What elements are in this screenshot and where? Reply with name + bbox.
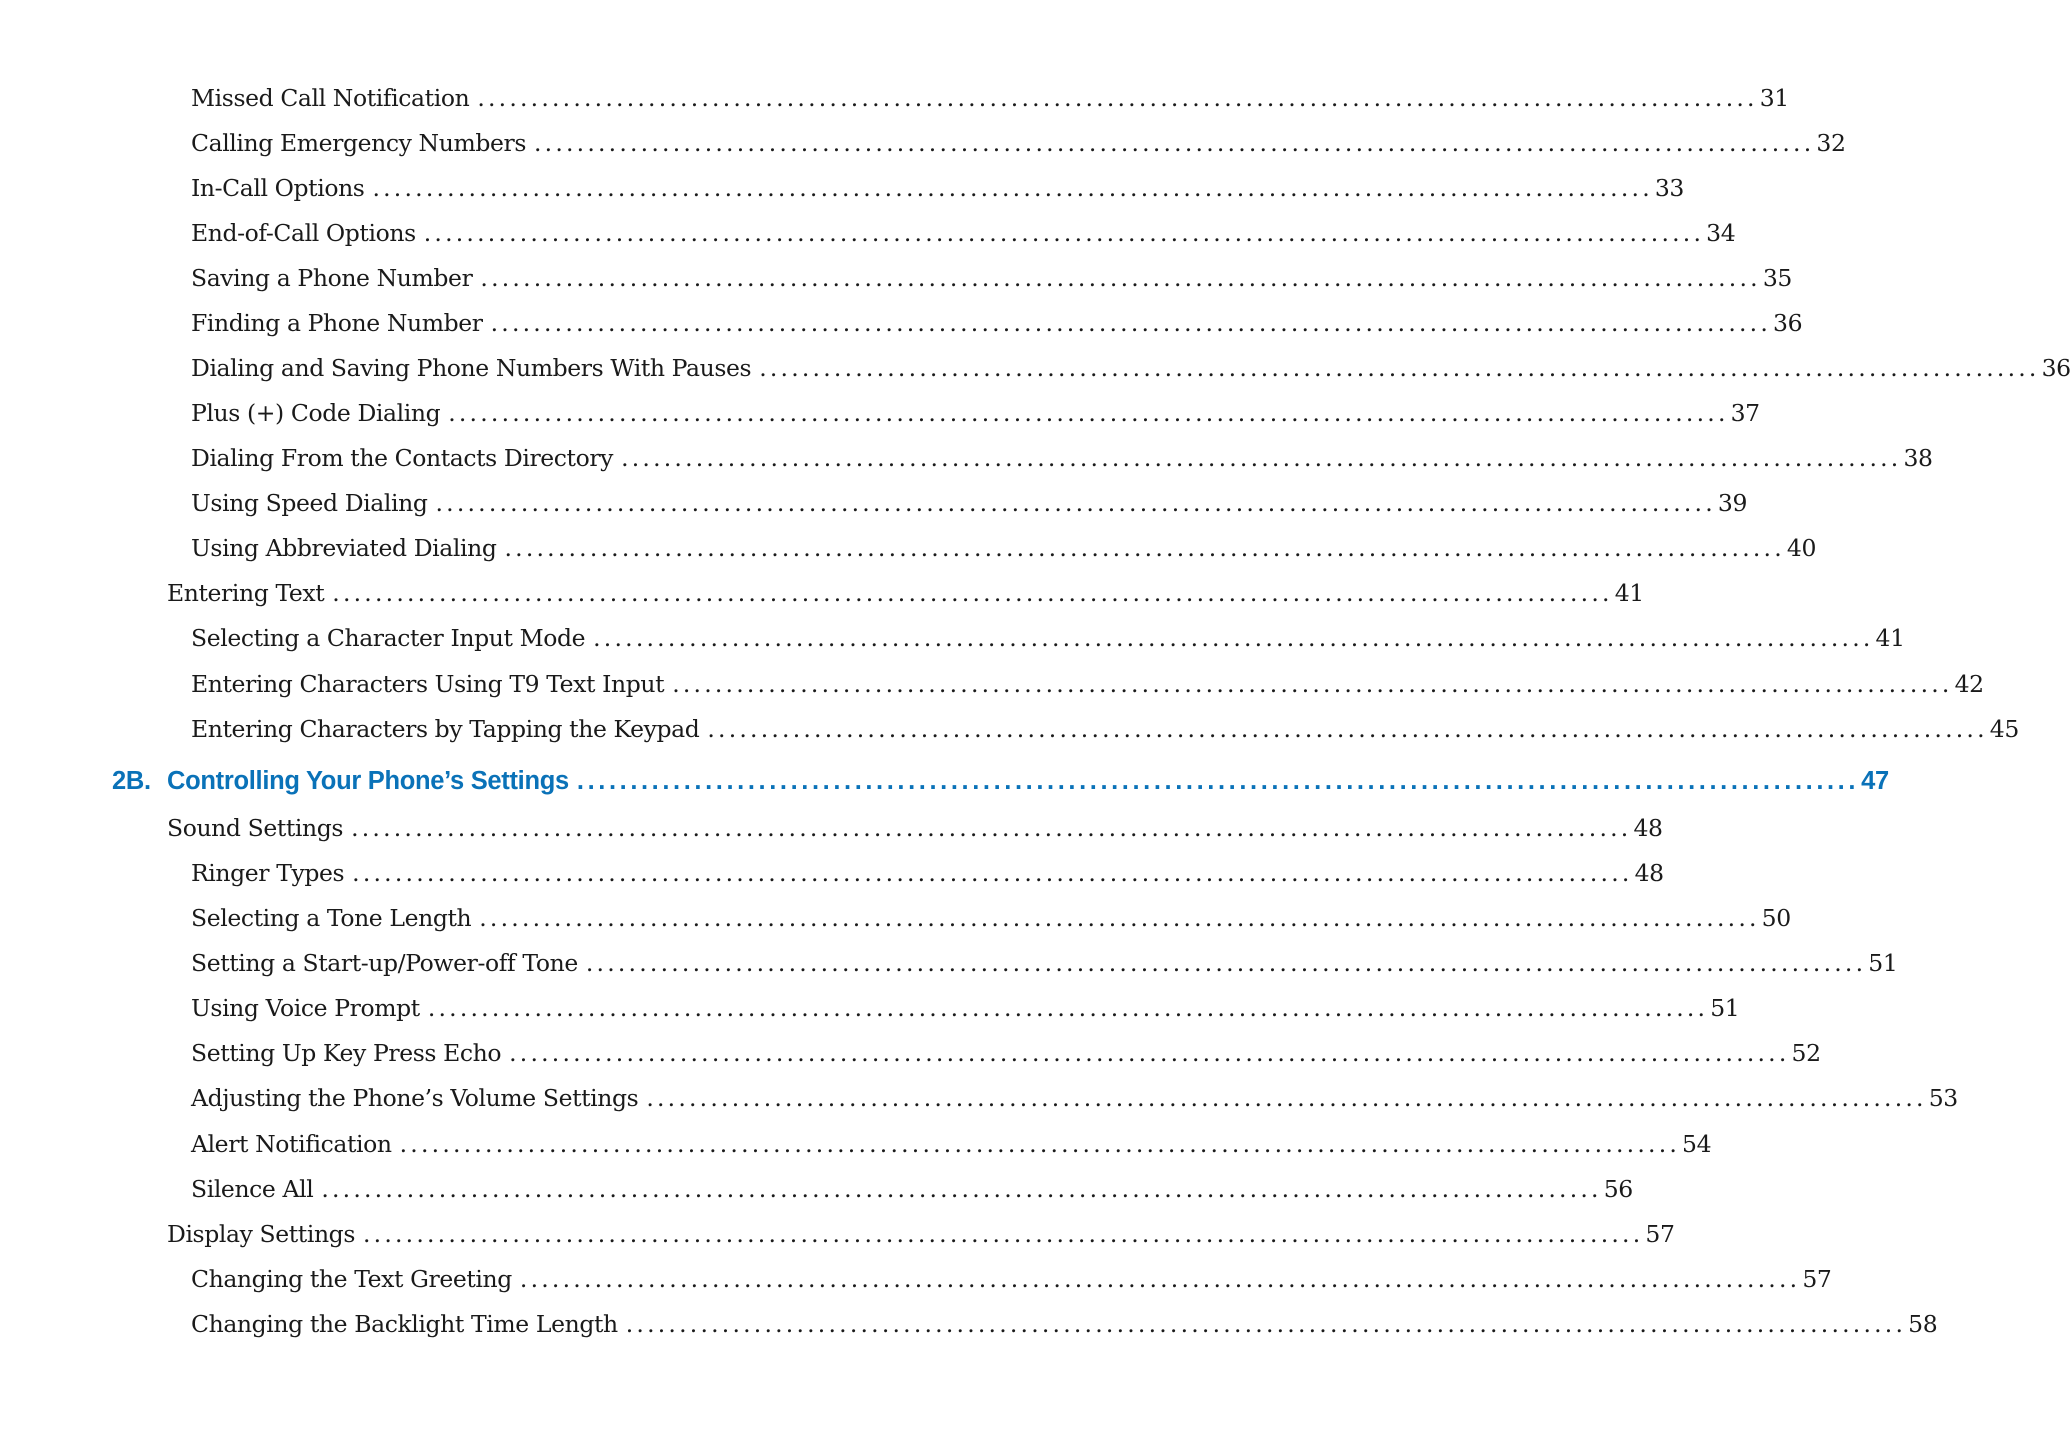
toc-entry-page: 58 [1908, 1310, 1938, 1338]
dot-leader: ........................................................................................................................ [448, 399, 1729, 427]
toc-entry-page: 48 [1633, 814, 1663, 842]
toc-entry-title: Sound Settings [167, 814, 344, 842]
dot-leader: ........................................................................................................................ [759, 354, 2040, 382]
toc-entry[interactable] [191, 489, 1747, 525]
toc-entry[interactable] [191, 219, 1736, 255]
toc-entry[interactable] [191, 859, 1664, 895]
toc-entry[interactable] [191, 670, 1984, 706]
toc-entry[interactable] [191, 994, 1740, 1030]
toc-entry-title: Dialing From the Contacts Directory [191, 444, 614, 472]
toc-entry-title: Finding a Phone Number [191, 309, 483, 337]
dot-leader: ........................................................................................................................ [332, 579, 1613, 607]
toc-entry-page: 45 [1989, 715, 2019, 743]
toc-entry-page: 32 [1816, 129, 1846, 157]
dot-leader: ........................................................................................................................ [351, 814, 1632, 842]
toc-entry-page: 31 [1759, 84, 1789, 112]
toc-entry-title: Display Settings [167, 1220, 355, 1248]
toc-entry-page: 41 [1875, 624, 1905, 652]
dot-leader: ........................................................................................................................ [593, 624, 1874, 652]
dot-leader: ........................................................................................................................ [427, 994, 1709, 1022]
toc-entry-page: 36 [2041, 354, 2071, 382]
toc-section-entry[interactable] [167, 814, 1663, 850]
toc-entry-page: 54 [1682, 1130, 1712, 1158]
toc-entry-title: Dialing and Saving Phone Numbers With Pauses [191, 354, 752, 382]
toc-entry[interactable] [191, 444, 1933, 480]
toc-entry-page: 39 [1717, 489, 1747, 517]
toc-entry-page: 38 [1903, 444, 1933, 472]
dot-leader: ........................................................................................................................ [707, 715, 1988, 743]
toc-entry-title: Using Speed Dialing [191, 489, 428, 517]
dot-leader: ........................................................................................................................ [423, 219, 1705, 247]
toc-entry-page: 52 [1791, 1039, 1821, 1067]
toc-entry-page: 57 [1645, 1220, 1675, 1248]
toc-entry-page: 57 [1802, 1265, 1832, 1293]
toc-entry[interactable] [191, 264, 1792, 300]
dot-leader: ........................................................................................................................ [646, 1084, 1927, 1112]
toc-entry[interactable] [191, 1310, 1938, 1346]
toc-entry-title: Saving a Phone Number [191, 264, 473, 292]
dot-leader: ........................................................................................................................ [435, 489, 1716, 517]
toc-entry-title: Using Abbreviated Dialing [191, 534, 497, 562]
dot-leader: ........................................................................................................................ [519, 1265, 1801, 1293]
toc-entry-page: 56 [1603, 1175, 1633, 1203]
toc-entry-title: Selecting a Character Input Mode [191, 624, 586, 652]
toc-entry-page: 48 [1634, 859, 1664, 887]
toc-entry-page: 51 [1710, 994, 1740, 1022]
toc-entry[interactable] [191, 399, 1760, 435]
dot-leader: ........................................................................................................................ [372, 174, 1653, 202]
dot-leader: ........................................................................................................................ [625, 1310, 1907, 1338]
toc-entry-title: Selecting a Tone Length [191, 904, 472, 932]
dot-leader: ........................................................................................................................ [490, 309, 1772, 337]
toc-entry[interactable] [191, 1265, 1832, 1301]
toc-section-entry[interactable] [167, 1220, 1675, 1256]
toc-entry[interactable] [191, 129, 1846, 165]
toc-entry-page: 42 [1954, 670, 1984, 698]
dot-leader: ........................................................................................................................ [479, 904, 1760, 932]
toc-entry-title: Setting a Start-up/Power-off Tone [191, 949, 578, 977]
toc-entry-title: Entering Characters Using T9 Text Input [191, 670, 665, 698]
toc-section-entry[interactable] [167, 579, 1644, 615]
toc-entry[interactable] [191, 949, 1898, 985]
dot-leader: ........................................................................................................................ [504, 534, 1785, 562]
toc-entry-title: Ringer Types [191, 859, 345, 887]
toc-entry-page: 36 [1773, 309, 1803, 337]
chapter-title: Controlling Your Phone’s Settings [167, 767, 569, 795]
toc-entry[interactable] [191, 1130, 1712, 1166]
dot-leader: ........................................................................................................................ [399, 1130, 1681, 1158]
toc-entry-page: 37 [1730, 399, 1760, 427]
toc-entry-page: 33 [1654, 174, 1684, 202]
toc-entry-title: Entering Characters by Tapping the Keypad [191, 715, 700, 743]
toc-entry[interactable] [191, 904, 1791, 940]
toc-entry[interactable] [191, 1084, 1958, 1120]
toc-entry-title: Silence All [191, 1175, 314, 1203]
toc-entry-page: 50 [1761, 904, 1791, 932]
toc-entry-page: 35 [1762, 264, 1792, 292]
toc-entry[interactable] [191, 624, 1905, 660]
dot-leader: ........................................................................................................................ [533, 129, 1815, 157]
chapter-page: 47 [1861, 767, 1889, 795]
toc-entry[interactable] [191, 174, 1684, 210]
toc-entry[interactable] [191, 84, 1789, 120]
dot-leader: ........................................................................................................................ [352, 859, 1633, 887]
toc-entry-title: Missed Call Notification [191, 84, 470, 112]
toc-entry-page: 51 [1868, 949, 1898, 977]
toc-chapter-entry[interactable] [112, 767, 1889, 803]
toc-entry[interactable] [191, 1039, 1821, 1075]
dot-leader: ........................................................................................................................ [480, 264, 1761, 292]
dot-leader: ........................................................................................................................ [362, 1220, 1644, 1248]
toc-entry[interactable] [191, 534, 1816, 570]
toc-entry[interactable] [191, 1175, 1633, 1211]
dot-leader: ........................................................................................................................ [576, 767, 1860, 795]
toc-entry-title: Changing the Backlight Time Length [191, 1310, 618, 1338]
toc-entry-title: Setting Up Key Press Echo [191, 1039, 502, 1067]
toc-entry[interactable] [191, 309, 1803, 345]
toc-entry-title: Plus (+) Code Dialing [191, 399, 441, 427]
toc-entry-title: Calling Emergency Numbers [191, 129, 526, 157]
toc-entry-title: Alert Notification [191, 1130, 392, 1158]
chapter-number: 2B. [112, 767, 151, 795]
dot-leader: ........................................................................................................................ [477, 84, 1758, 112]
dot-leader: ........................................................................................................................ [321, 1175, 1602, 1203]
toc-entry-title: End-of-Call Options [191, 219, 416, 247]
toc-entry-title: Using Voice Prompt [191, 994, 420, 1022]
toc-entry-page: 53 [1928, 1084, 1958, 1112]
toc-entry-title: Entering Text [167, 579, 325, 607]
toc-entry-page: 40 [1786, 534, 1816, 562]
toc-entry[interactable] [191, 715, 2019, 751]
toc-entry-title: Adjusting the Phone’s Volume Settings [191, 1084, 639, 1112]
toc-entry-title: In-Call Options [191, 174, 365, 202]
dot-leader: ........................................................................................................................ [585, 949, 1867, 977]
toc-entry-page: 34 [1706, 219, 1736, 247]
dot-leader: ........................................................................................................................ [509, 1039, 1790, 1067]
toc-entry-page: 41 [1614, 579, 1644, 607]
toc-entry[interactable] [191, 354, 2071, 390]
dot-leader: ........................................................................................................................ [621, 444, 1902, 472]
dot-leader: ........................................................................................................................ [672, 670, 1953, 698]
toc-entry-title: Changing the Text Greeting [191, 1265, 512, 1293]
